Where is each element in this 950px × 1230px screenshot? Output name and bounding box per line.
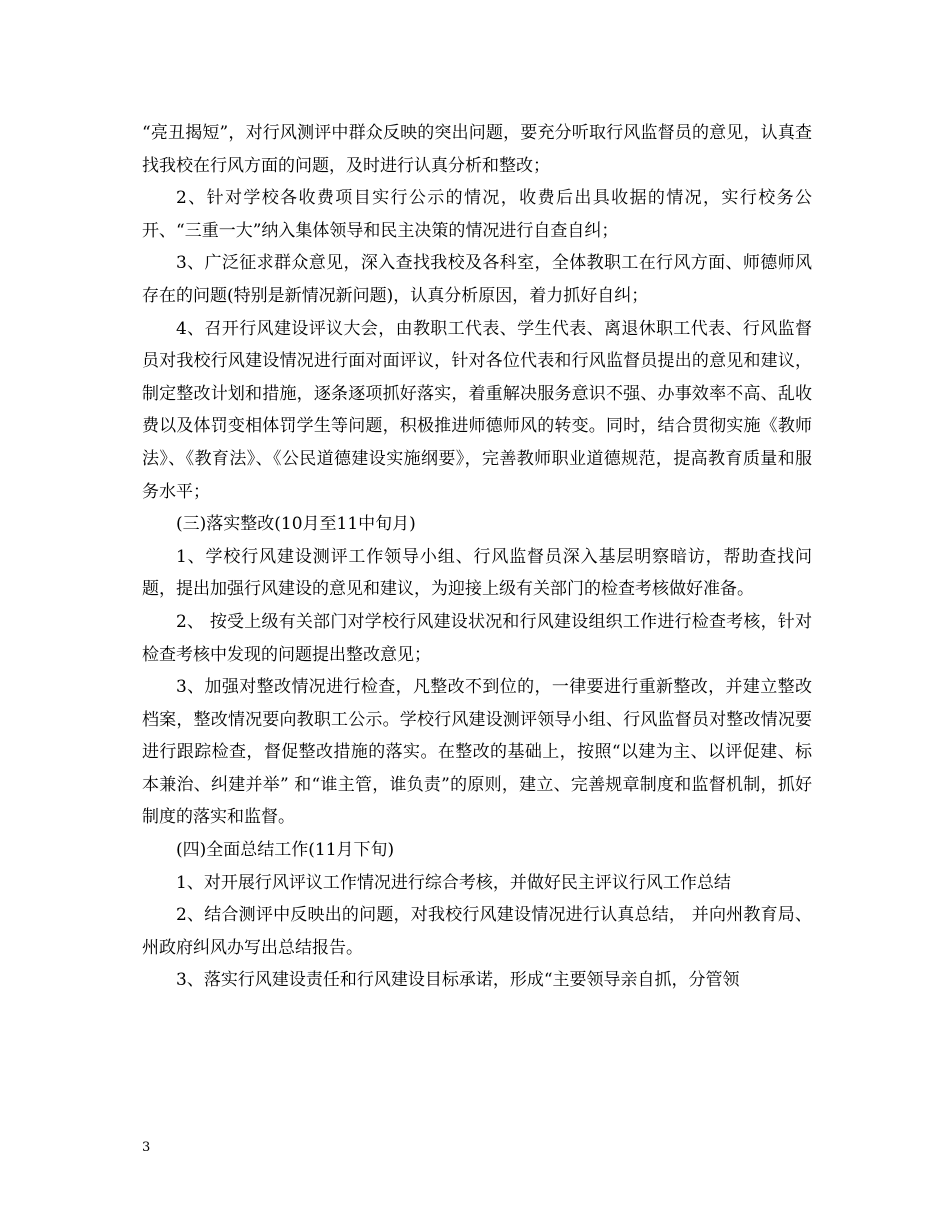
paragraph-5: 1、学校行风建设测评工作领导小组、行风监督员深入基层明察暗访，帮助查找问题，提出加强行风建设的意见和建议，为迎接上级有关部门的检查考核做好准备。 [142,546,812,600]
paragraph-4: 4、召开行风建设评议大会，由教职工代表、学生代表、离退休职工代表、行风监督员对我校行风建设情况进行面对面评议，针对各位代表和行风监督员提出的意见和建议，制定整改计划和措施，逐条逐项抓好落实，着重解决服务意识不强、办事效率不高、乱收费以及体罚变相体罚学生等问题，积极推进师德师风的转变。同时，结合贯彻实施《教师法》、《教育法》、《公民道德建设实施纲要》，完善教师职业道德规范，提高教育质量和服务水平； [142,318,812,502]
document-body [142,117,812,997]
paragraph-8: 1、对开展行风评议工作情况进行综合考核，并做好民主评议行风工作总结 [176,872,731,893]
paragraph-2: 2、针对学校各收费项目实行公示的情况，收费后出具收据的情况，实行校务公开、“三重一大”纳入集体领导和民主决策的情况进行自查自纠； [142,188,812,241]
paragraph-3: 3、广泛征求群众意见，深入查找我校及各科室，全体教职工在行风方面、师德师风存在的问题(特别是新情况新问题)，认真分析原因，着力抓好自纠； [142,253,812,306]
page-number: 3 [142,1140,151,1155]
section-heading-3: (三)落实整改(10月至11中旬月) [176,514,416,535]
paragraph-6: 2、 按受上级有关部门对学校行风建设状况和行风建设组织工作进行检查考核，针对检查考核中发现的问题提出整改意见； [142,611,812,665]
paragraph-9: 2、结合测评中反映出的问题，对我校行风建设情况进行认真总结， 并向州教育局、州政府纠风办写出总结报告。 [142,905,812,958]
paragraph-7: 3、加强对整改情况进行检查，凡整改不到位的，一律要进行重新整改，并建立整改档案，整改情况要向教职工公示。学校行风建设测评领导小组、行风监督员对整改情况要进行跟踪检查，督促整改措施的落实。在整改的基础上，按照“以建为主、以评促建、标本兼治、纠建并举” 和“谁主管，谁负责”的原则，建立、完善规章制度和监督机制，抓好制度的落实和监督。 [142,677,812,828]
paragraph-1: “亮丑揭短”，对行风测评中群众反映的突出问题，要充分听取行风监督员的意见，认真查找我校在行风方面的问题，及时进行认真分析和整改； [142,123,812,176]
section-heading-4: (四)全面总结工作(11月下旬) [176,840,395,861]
paragraph-10: 3、落实行风建设责任和行风建设目标承诺，形成“主要领导亲自抓，分管领 [176,970,740,991]
